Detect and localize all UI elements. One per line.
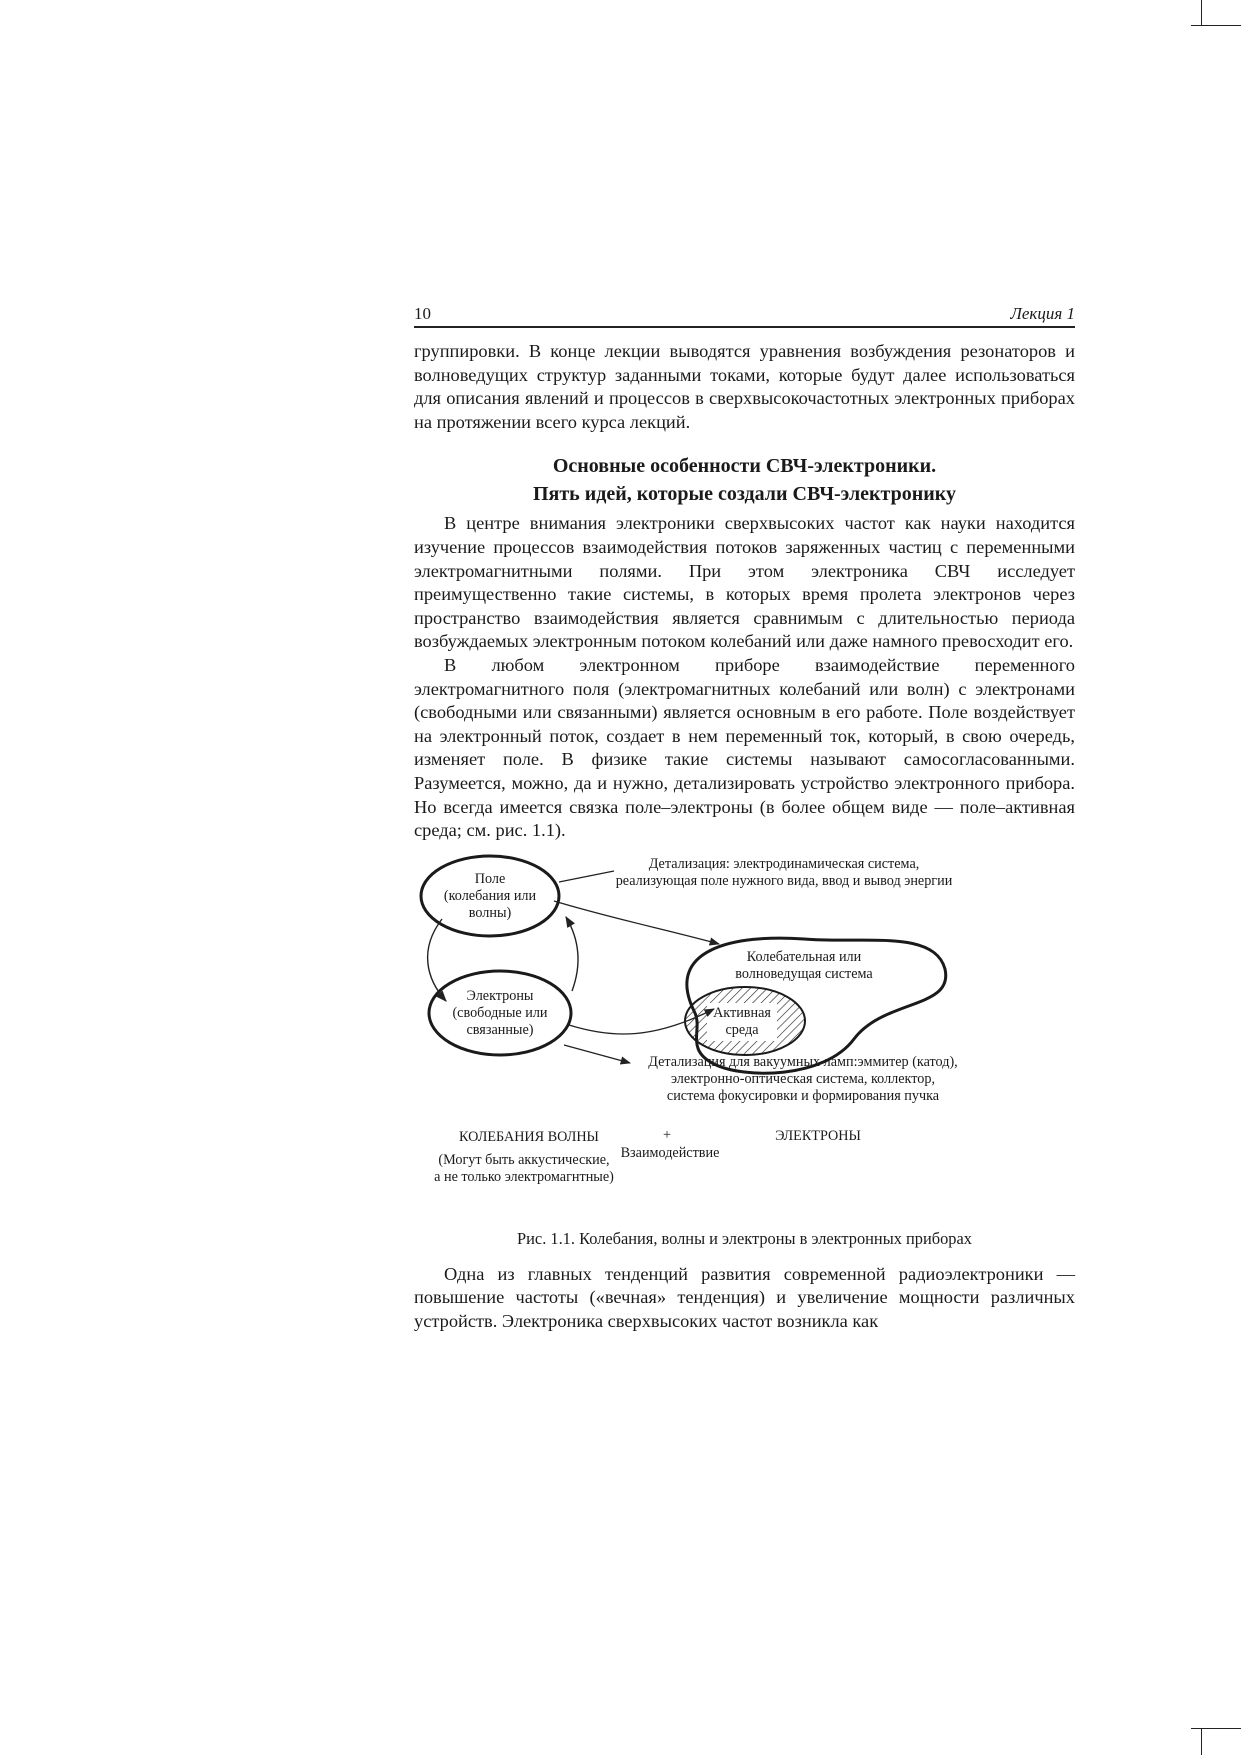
- active-medium-label: Активная среда: [713, 1004, 771, 1038]
- plus-sign: +: [662, 1126, 671, 1143]
- crop-mark-bottom-horizontal: [1191, 1728, 1241, 1729]
- detail-bottom-label: Детализация для вакуумных ламп:эммитер (катод), электронно-оптическая система, коллектор, система фокусировки и формирования пучка: [648, 1053, 958, 1104]
- running-title: Лекция 1: [1010, 304, 1075, 323]
- section-title: [414, 452, 1075, 508]
- waves-label: КОЛЕБАНИЯ ВОЛНЫ: [459, 1128, 599, 1145]
- section-title-line-1: Основные особенности СВЧ-электроники.: [552, 455, 937, 478]
- crop-mark-bottom-vertical: [1201, 1728, 1202, 1755]
- figure-caption: Рис. 1.1. Колебания, волны и электроны в электронных приборах: [517, 1228, 972, 1248]
- intro-paragraph: группировки. В конце лекции выводятся уравнения возбуждения резонаторов и волноведущих структур заданными токами, которые будут далее использоваться для описания явлений и процессов в сверхвысокочастотных электронных приборах на протяжении всего курса лекций.: [414, 341, 1075, 432]
- figure-1-1: [414, 849, 1075, 1229]
- running-header: [414, 300, 1075, 328]
- page-number: 10: [414, 304, 431, 323]
- acoustic-note: (Могут быть аккустические, а не только электромагнтные): [434, 1151, 614, 1185]
- body-paragraph-2: В любом электронном приборе взаимодействие переменного электромагнитного поля (электромагнитных колебаний или волн) с электронами (свободными или связанными) является основным в его работе. Поле воздействует на электронный поток, создает в нем переменный ток, который, в свою очередь, изменяет поле. В физике такие системы называют самосогласованными. Разумеется, можно, да и нужно, детализировать устройство электронного прибора. Но всегда имеется связка поле–электроны (в более общем виде — поле–активная среда; см. рис. 1.1).: [414, 654, 1075, 841]
- electrons-label: Электроны (свободные или связанные): [452, 987, 548, 1038]
- crop-mark-top-vertical: [1201, 0, 1202, 26]
- interaction-label: Взаимодействие: [620, 1144, 720, 1161]
- section-title-line-2: Пять идей, которые создали СВЧ-электронику: [532, 483, 957, 506]
- body-paragraph-1: В центре внимания электроники сверхвысоких частот как науки находится изучение процессов взаимодействия потоков заряженных частиц с переменными электромагнитными полями. При этом электроника СВЧ исследует преимущественно такие системы, в которых время пролета электронов через пространство взаимодействия является сравнимым с длительностью периода возбуждаемых электронным потоком колебаний или даже намного превосходит его.: [414, 513, 1075, 652]
- detail-top-label: Детализация: электродинамическая система, реализующая поле нужного вида, ввод и вывод энергии: [615, 855, 953, 889]
- closing-paragraph: Одна из главных тенденций развития современной радиоэлектроники — повышение частоты («вечная» тенденция) и увеличение мощности различных устройств. Электроника сверхвысоких частот возникла как: [414, 1263, 1075, 1331]
- crop-mark-top-horizontal: [1191, 25, 1241, 26]
- cycle-arrow-up: [566, 917, 578, 991]
- oscillating-system-label: Колебательная или волноведущая система: [735, 948, 873, 982]
- electrons-caps-label: ЭЛЕКТРОНЫ: [775, 1127, 861, 1144]
- page-body: [414, 300, 1075, 1333]
- field-to-system-arrow: [554, 901, 719, 944]
- field-label: Поле (колебания или волны): [443, 870, 537, 921]
